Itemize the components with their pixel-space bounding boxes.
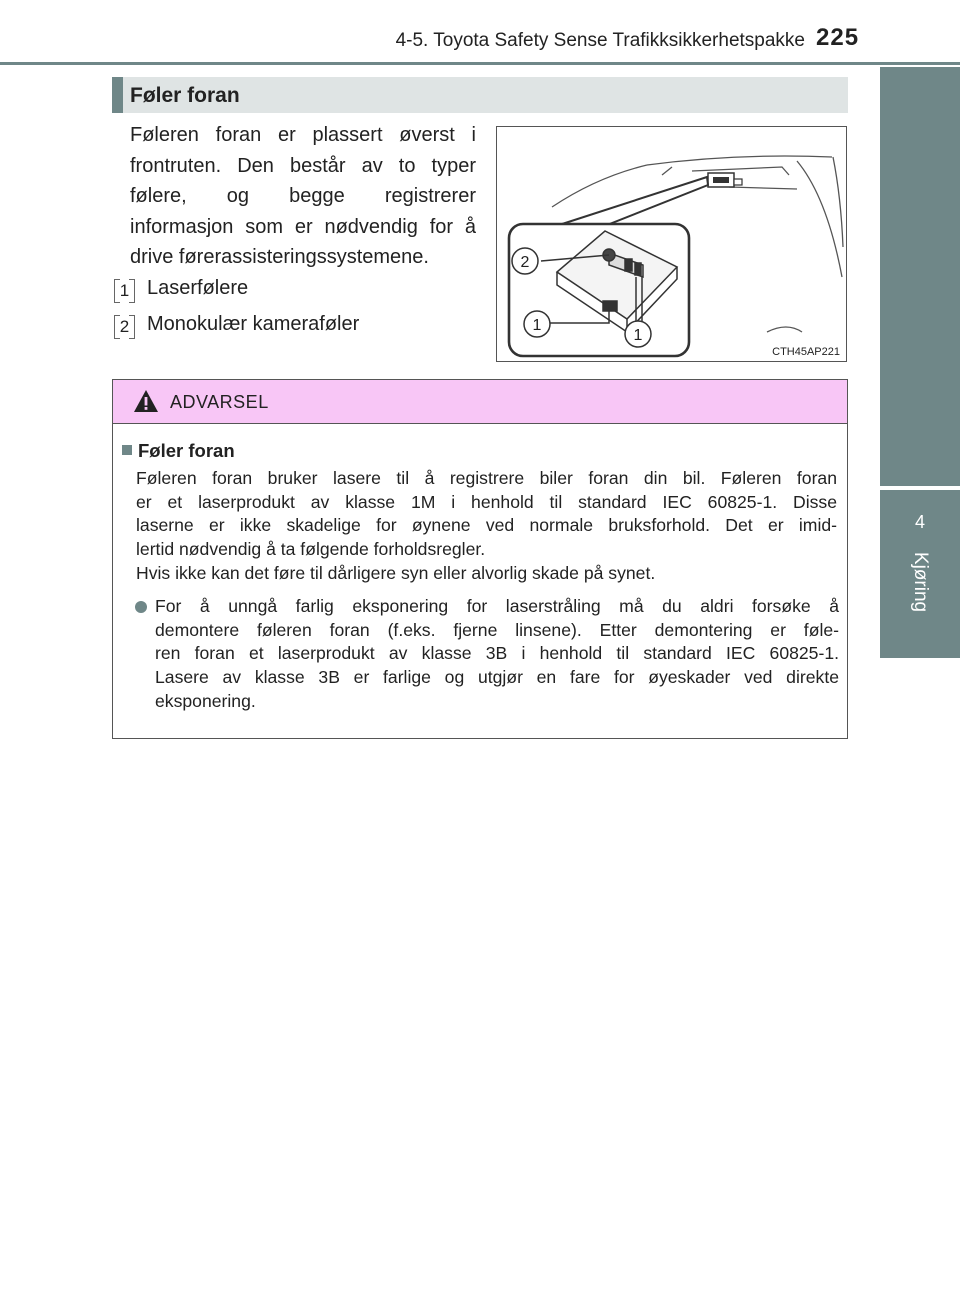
sensor-illustration — [496, 126, 847, 362]
callout-label: Laserfølere — [147, 277, 249, 299]
warning-header — [113, 380, 847, 424]
sensor-unit-small — [708, 173, 742, 187]
warning-paragraph — [136, 467, 837, 586]
section-heading: Føler foran — [130, 84, 240, 107]
header-rule — [0, 62, 960, 65]
figure-marker-label: 2 — [520, 254, 530, 271]
warning-box — [112, 379, 848, 739]
windshield-sensor-drawing — [497, 127, 847, 362]
warning-bullet-line: eksponering. — [155, 690, 256, 711]
warning-subheading-text: Føler foran — [138, 440, 235, 461]
warning-subheading — [122, 440, 235, 462]
figure-marker — [625, 321, 651, 347]
figure-marker-label: 1 — [633, 327, 643, 344]
chapter-number: 4 — [914, 512, 925, 532]
warning-bullet — [135, 595, 839, 714]
figure-marker — [524, 311, 550, 337]
warning-line: Føleren foran bruker lasere til å registrere biler foran din bil. Føleren foran — [136, 468, 837, 488]
callout-number: 1 — [114, 279, 135, 303]
intro-paragraph: Føleren foran er plassert øverst i frontruten. Den består av to typer følere, og begge registrerer informasjon som er nødvendig for å drive førerassisteringssystemene. — [130, 124, 476, 268]
warning-line: Hvis ikke kan det føre til dårligere syn eller alvorlig skade på synet. — [136, 562, 656, 583]
round-bullet-icon — [135, 601, 147, 613]
page-number: 225 — [816, 24, 860, 51]
header-section-title: 4-5. Toyota Safety Sense Trafikksikkerhetspakke — [395, 30, 805, 51]
chapter-label: Kjøring — [910, 551, 931, 613]
section-heading-bar — [112, 77, 848, 113]
callout-number: 2 — [114, 315, 135, 339]
warning-title: ADVARSEL — [170, 392, 269, 412]
warning-bullet-line: demontere føleren foran (f.eks. fjerne linsene). Etter demontering er føle- — [155, 619, 839, 640]
section-heading-accent — [112, 77, 123, 113]
warning-bullet-line: For å unngå farlig eksponering for laserstråling må du aldri forsøke å — [155, 596, 839, 616]
warning-line: laserne er ikke skadelige for øynene ved normale bruksforhold. Det er imid- — [136, 515, 837, 536]
figure-marker — [512, 248, 538, 274]
side-tab-upper — [880, 67, 960, 486]
warning-bullet-line: Lasere av klasse 3B er farlige og utgjør en fare for øyeskader ved direkte — [155, 667, 839, 688]
side-tab-chapter — [880, 490, 960, 658]
figure-code: CTH45AP221 — [772, 346, 840, 358]
warning-line: er et laserprodukt av klasse 1M i henhold til standard IEC 60825-1. Disse — [136, 491, 837, 512]
figure-marker-label: 1 — [532, 317, 542, 334]
warning-line: lertid nødvendig å ta følgende forholdsregler. — [136, 539, 486, 560]
warning-bullet-line: ren foran et laserprodukt av klasse 3B i henhold til standard IEC 60825-1. — [155, 643, 839, 664]
square-bullet-icon — [122, 445, 132, 455]
callout-label: Monokulær kameraføler — [147, 313, 360, 335]
warning-triangle-icon — [133, 389, 159, 413]
